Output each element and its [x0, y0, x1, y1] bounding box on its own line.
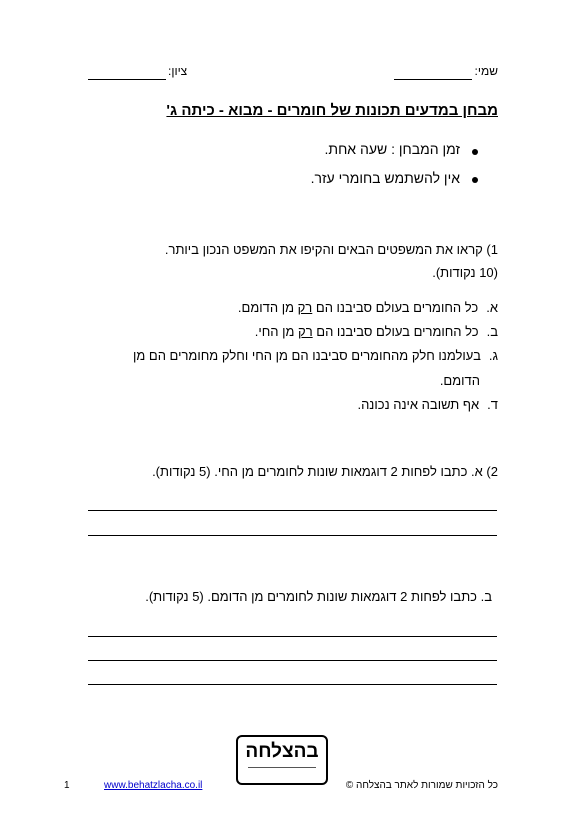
page-number: 1 — [64, 780, 70, 791]
q1-points: (10 נקודות). — [432, 265, 498, 280]
option-text: מן החי. — [254, 324, 299, 339]
instruction-no-aids: אין להשתמש בחומרי עזר. — [310, 170, 460, 186]
logo-text: בהצלחה — [245, 741, 319, 762]
bullet-icon — [472, 177, 478, 183]
grade-label: ציון: — [168, 64, 188, 78]
answer-line[interactable] — [88, 636, 497, 637]
option-text: אף תשובה אינה נכונה. — [357, 397, 480, 412]
option-text: כל החומרים בעולם סביבנו הם — [312, 300, 479, 315]
instruction-duration: זמן המבחן : שעה אחת. — [324, 141, 460, 157]
option-letter: ד. — [487, 397, 498, 412]
option-letter: ג. — [488, 348, 498, 363]
bullet-icon — [472, 149, 478, 155]
q1-option-a[interactable] — [238, 300, 498, 315]
website-link[interactable]: www.behatzlacha.co.il — [104, 780, 203, 791]
option-letter: א. — [486, 300, 498, 315]
q1-option-c-continued: הדומם. — [439, 373, 480, 388]
option-text: מן הדומם. — [237, 300, 298, 315]
q1-option-d[interactable] — [357, 397, 498, 412]
answer-line[interactable] — [88, 684, 497, 685]
name-field-line[interactable] — [394, 79, 472, 80]
page-title: מבחן במדעים תכונות של חומרים - מבוא - כיתה ג' — [166, 102, 498, 119]
answer-line[interactable] — [88, 510, 497, 511]
option-text: בעולמנו חלק מהחומרים סביבנו הם מן החי וחלק מחומרים הם מן — [132, 348, 481, 363]
q2-part-b: ב. כתבו לפחות 2 דוגמאות שונות לחומרים מן הדומם. (5 נקודות). — [145, 589, 492, 604]
answer-line[interactable] — [88, 660, 497, 661]
option-underlined: רק — [297, 300, 313, 315]
answer-line[interactable] — [88, 535, 497, 536]
option-letter: ב. — [486, 324, 498, 339]
logo-underline — [248, 767, 316, 771]
copyright-text: כל הזכויות שמורות לאתר בהצלחה © — [345, 780, 498, 791]
q1-text: 1) קראו את המשפטים הבאים והקיפו את המשפט הנכון ביותר. — [164, 242, 498, 257]
q2-part-a: 2) א. כתבו לפחות 2 דוגמאות שונות לחומרים מן החי. (5 נקודות). — [152, 464, 498, 479]
q1-option-b[interactable] — [255, 324, 498, 339]
q1-option-c[interactable] — [133, 348, 498, 363]
option-text: כל החומרים בעולם סביבנו הם — [312, 324, 479, 339]
option-underlined: רק — [298, 324, 313, 339]
name-label: שמי: — [474, 64, 498, 78]
grade-field-line[interactable] — [88, 79, 166, 80]
behatzlacha-logo — [236, 735, 328, 785]
